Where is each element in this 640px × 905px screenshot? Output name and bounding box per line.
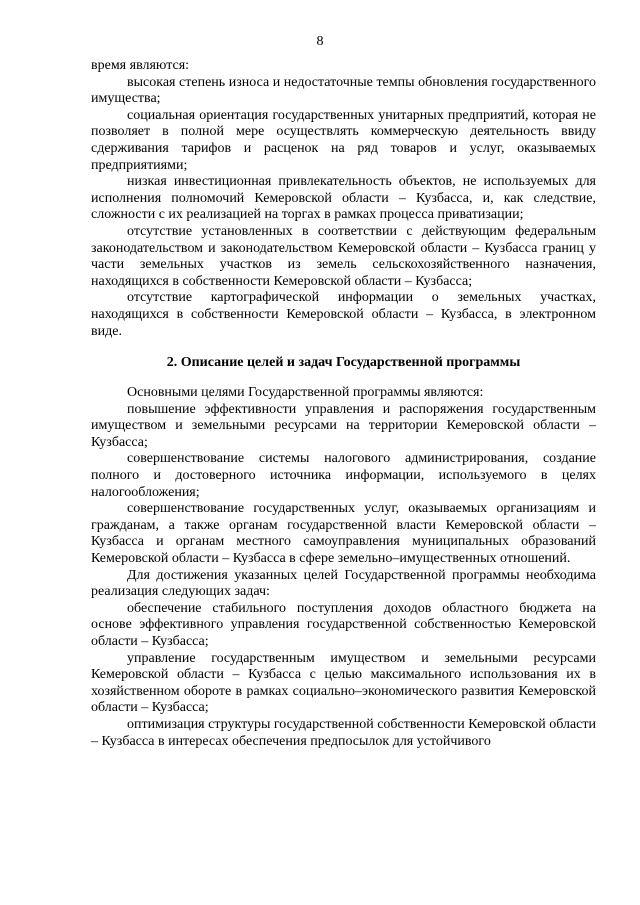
page-content xyxy=(91,58,596,750)
paragraph: совершенствование системы налогового администрирования, создание полного и достоверного источника информации, используемого в целях налогообложения; xyxy=(91,451,596,500)
paragraph: высокая степень износа и недостаточные темпы обновления государственного имущества; xyxy=(91,74,596,107)
paragraph: совершенствование государственных услуг, оказываемых организациям и гражданам, а также органам государственной власти Кемеровской области – Кузбасса и органам местного самоуправления муниципальных образований Кемеровской области – Кузбасса в сфере земельно–имущественных отношений. xyxy=(91,501,596,567)
paragraph: Для достижения указанных целей Государственной программы необходима реализация следующих задач: xyxy=(91,567,596,600)
paragraph: Основными целями Государственной программы являются: xyxy=(127,385,484,401)
section-heading: 2. Описание целей и задач Государственной программы xyxy=(166,355,521,371)
paragraph: обеспечение стабильного поступления доходов областного бюджета на основе эффективного управления государственной собственностью Кемеровской области – Кузбасса; xyxy=(91,600,596,649)
paragraph: повышение эффективности управления и распоряжения государственным имуществом и земельными ресурсами на территории Кемеровской области – Кузбасса; xyxy=(91,401,596,450)
paragraph: отсутствие установленных в соответствии с действующим федеральным законодательством и законодательством Кемеровской области – Кузбасса границ у части земельных участков из земель сельскохозяйственного назначения, находящихся в собственности Кемеровской области – Кузбасса; xyxy=(91,223,596,289)
paragraph: социальная ориентация государственных унитарных предприятий, которая не позволяет в полной мере осуществлять коммерческую деятельность ввиду сдерживания тарифов и расценок на ряд товаров и услуг, оказываемых предприятиями; xyxy=(91,107,596,173)
paragraph: оптимизация структуры государственной собственности Кемеровской области – Кузбасса в интересах обеспечения предпосылок для устойчивого xyxy=(91,716,596,749)
paragraph: управление государственным имуществом и земельными ресурсами Кемеровской области – Кузбасса с целью максимального использования их в хозяйственном обороте в рамках социально–экономического развития Кемеровской области – Кузбасса; xyxy=(91,650,596,716)
paragraph: отсутствие картографической информации о земельных участках, находящихся в собственности Кемеровской области – Кузбасса, в электронном виде. xyxy=(91,290,596,339)
paragraph: низкая инвестиционная привлекательность объектов, не используемых для исполнения полномочий Кемеровской области – Кузбасса, и, как следствие, сложности с их реализацией на торгах в рамках процесса приватизации; xyxy=(91,174,596,223)
page-number: 8 xyxy=(316,34,324,49)
paragraph: время являются: xyxy=(91,58,190,73)
